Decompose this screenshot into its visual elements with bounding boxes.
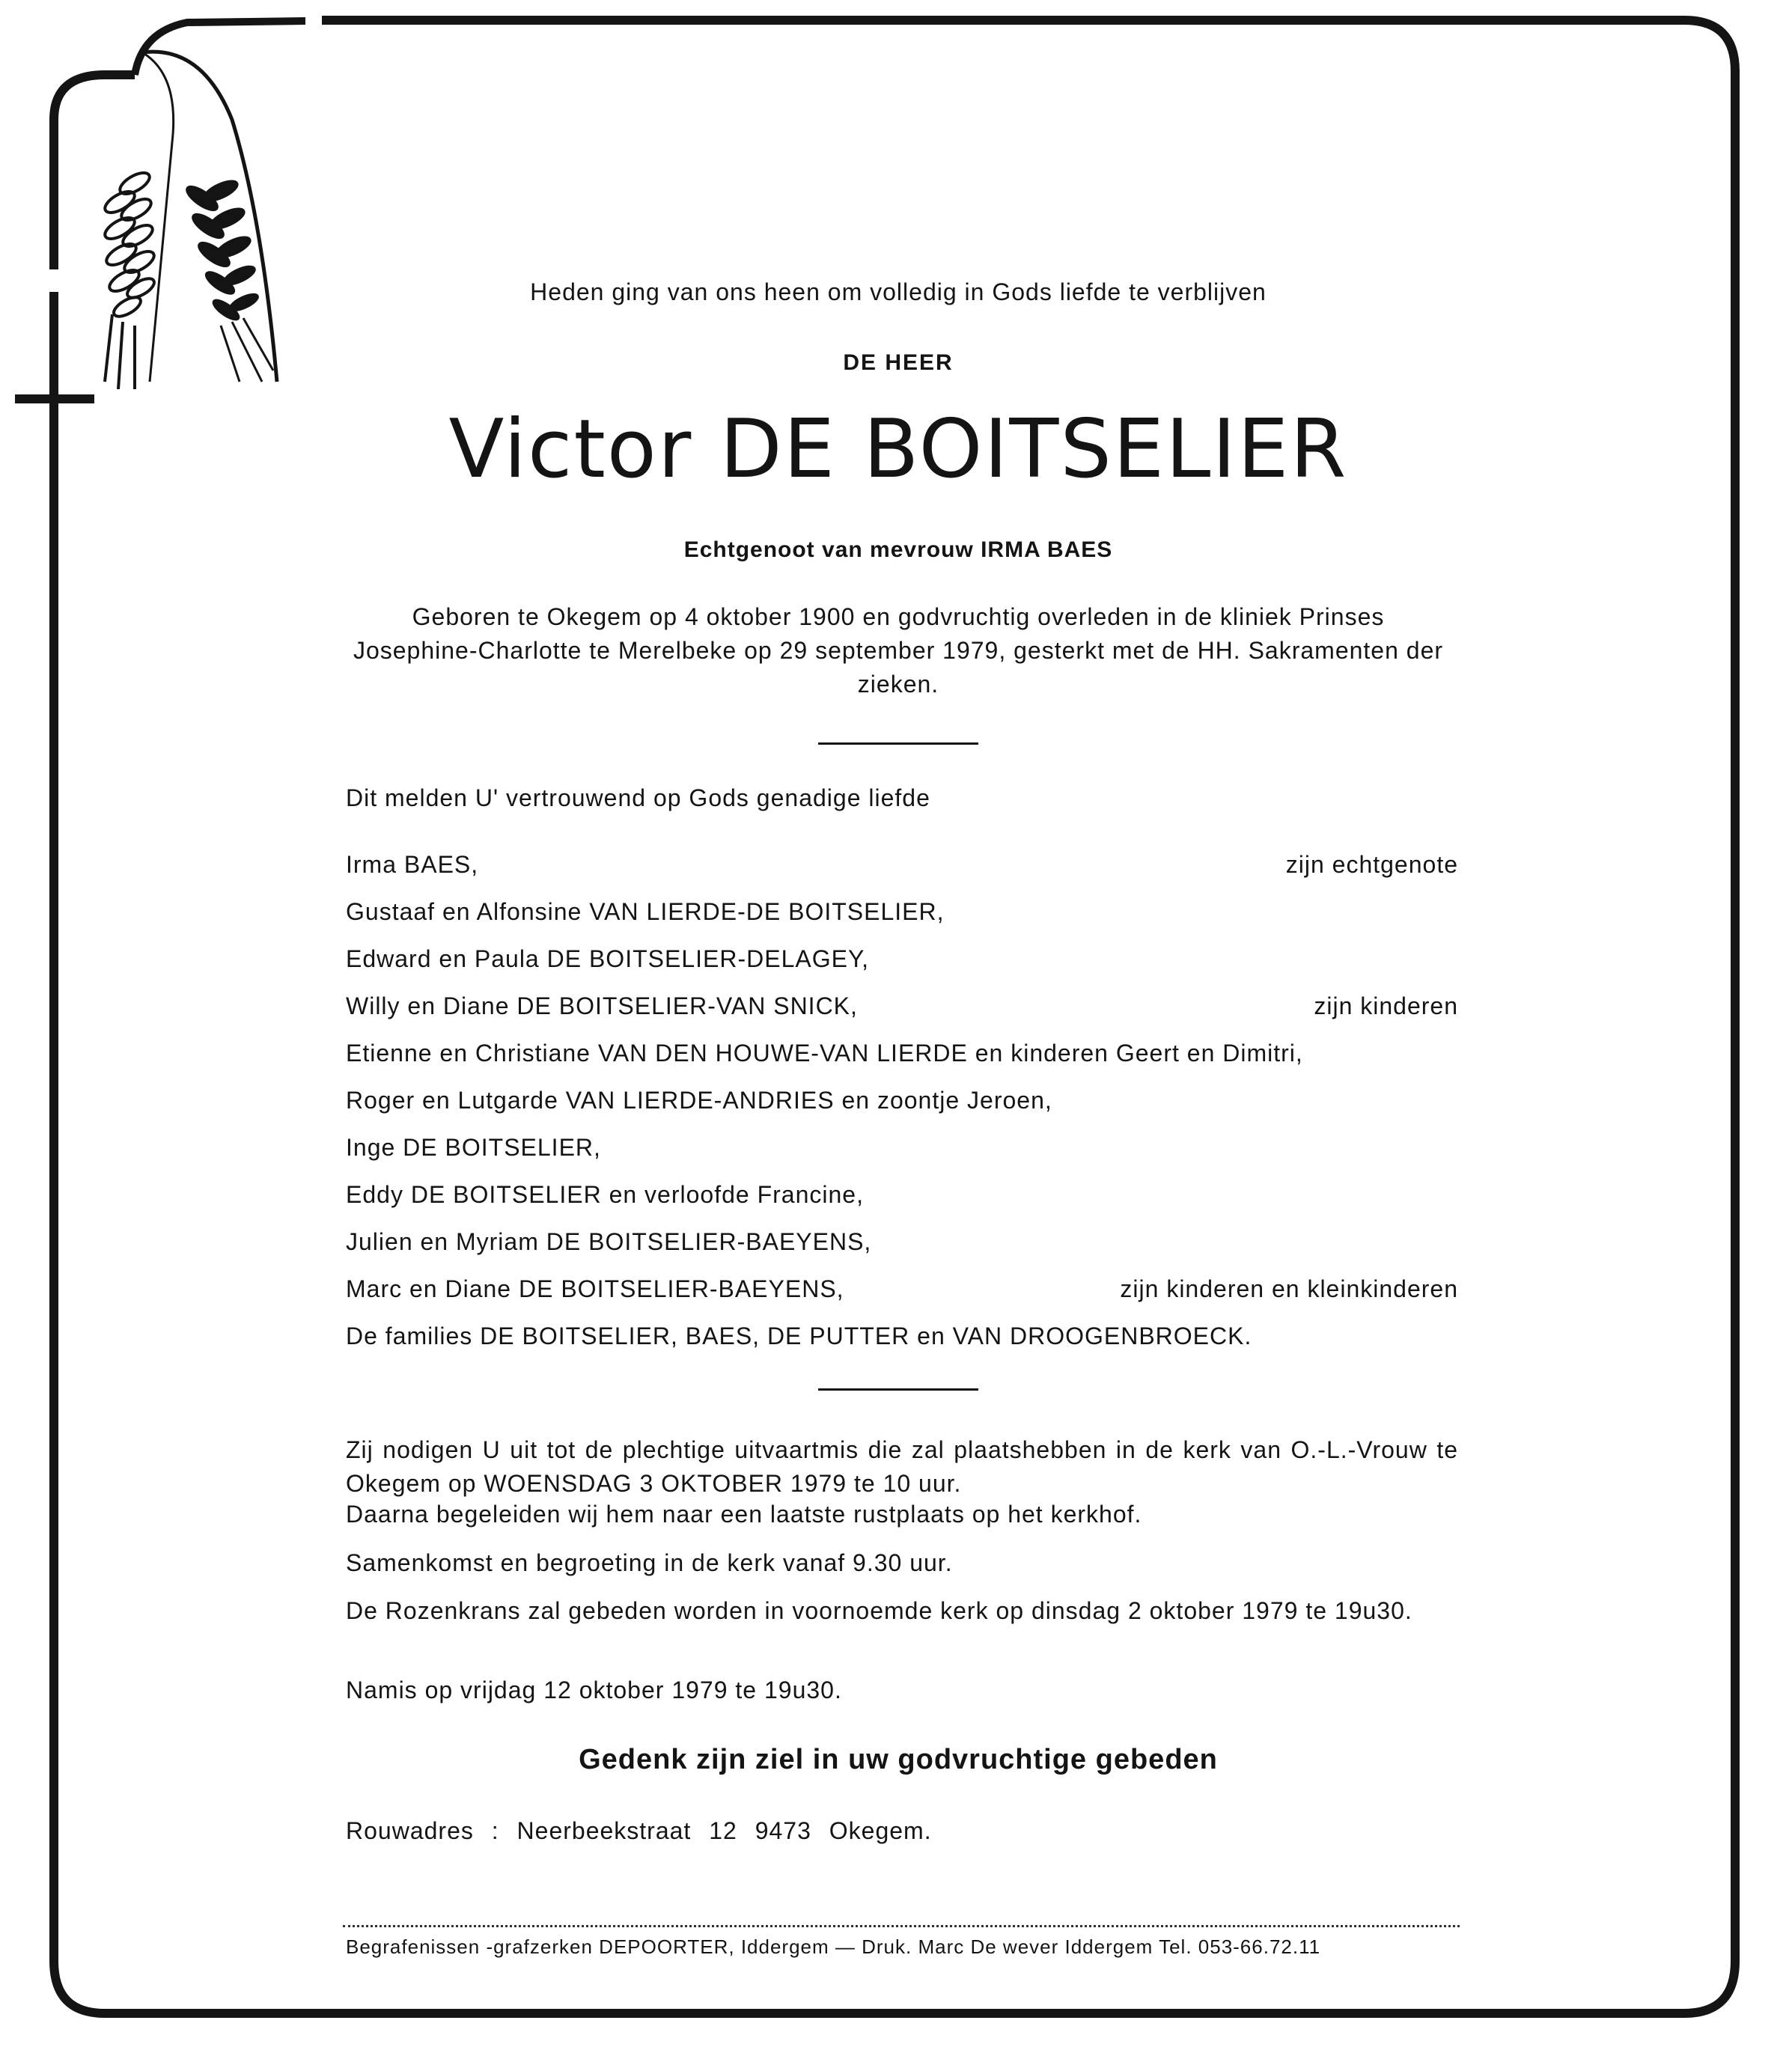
spouse-line: Echtgenoot van mevrouw IRMA BAES [683,537,1113,562]
mourner-name: Willy en Diane DE BOITSELIER-VAN SNICK, [346,992,858,1019]
mourner-name: Marc en Diane DE BOITSELIER-BAEYENS, [346,1275,844,1302]
deceased-name: Victor DE BOITSELIER [448,403,1348,496]
mourner-name: Gustaaf en Alfonsine VAN LIERDE-DE BOITSELIER, [346,898,945,925]
wheat-ears-icon [90,30,292,389]
mourner-name: Irma BAES, [346,851,479,878]
mourning-address: Rouwadres : Neerbeekstraat 12 9473 Okegem. [346,1817,932,1844]
mourner-name: Eddy DE BOITSELIER en verloofde Francine, [346,1181,864,1208]
announcement-intro: Dit melden U' vertrouwend op Gods genadige liefde [346,784,930,811]
footer-divider [343,1925,1460,1927]
honorific: DE HEER [843,350,954,375]
mourner-relation: zijn kinderen en kleinkinderen [1120,1275,1458,1302]
mourner-name: Etienne en Christiane VAN DEN HOUWE-VAN LIERDE en kinderen Geert en Dimitri, [346,1040,1303,1067]
service-rosary: De Rozenkrans zal gebeden worden in voornoemde kerk op dinsdag 2 oktober 1979 te 19u30. [346,1597,1412,1624]
mourner-name: Edward en Paula DE BOITSELIER-DELAGEY, [346,945,870,972]
intro-line: Heden ging van ons heen om volledig in Gods liefde te verblijven [530,278,1267,305]
service-burial: Daarna begeleiden wij hem naar een laatste rustplaats op het kerkhof. [346,1501,1142,1528]
mourner-name: De families DE BOITSELIER, BAES, DE PUTTER en VAN DROOGENBROECK. [346,1323,1252,1349]
mourner-relation: zijn echtgenote [1285,851,1458,878]
divider [818,742,978,745]
divider [818,1388,978,1391]
service-gathering: Samenkomst en begroeting in de kerk vanaf 9.30 uur. [346,1549,953,1576]
printer-footer: Begrafenissen -grafzerken DEPOORTER, Iddergem — Druk. Marc De wever Iddergem Tel. 053-66.72.11 [346,1935,1321,1958]
mourner-name: Roger en Lutgarde VAN LIERDE-ANDRIES en zoontje Jeroen, [346,1087,1052,1114]
mourner-relation: zijn kinderen [1314,992,1458,1019]
mourner-name: Julien en Myriam DE BOITSELIER-BAEYENS, [346,1228,872,1255]
service-namis: Namis op vrijdag 12 oktober 1979 te 19u30. [346,1677,842,1703]
closing-prayer: Gedenk zijn ziel in uw godvruchtige gebeden [579,1744,1218,1775]
birth-death-paragraph: Geboren te Okegem op 4 oktober 1900 en godvruchtig overleden in de kliniek Prinses Josephine-Charlotte te Merelbeke op 29 september 1979, gesterkt met de HH. Sakramenten der zieken. [353,603,1444,698]
service-invitation: Zij nodigen U uit tot de plechtige uitvaartmis die zal plaatshebben in de kerk van O.-L.-Vrouw te Okegem op WOENSDAG 3 OKTOBER 1979 te 10 uur. [346,1436,1458,1497]
mourner-name: Inge DE BOITSELIER, [346,1134,601,1161]
